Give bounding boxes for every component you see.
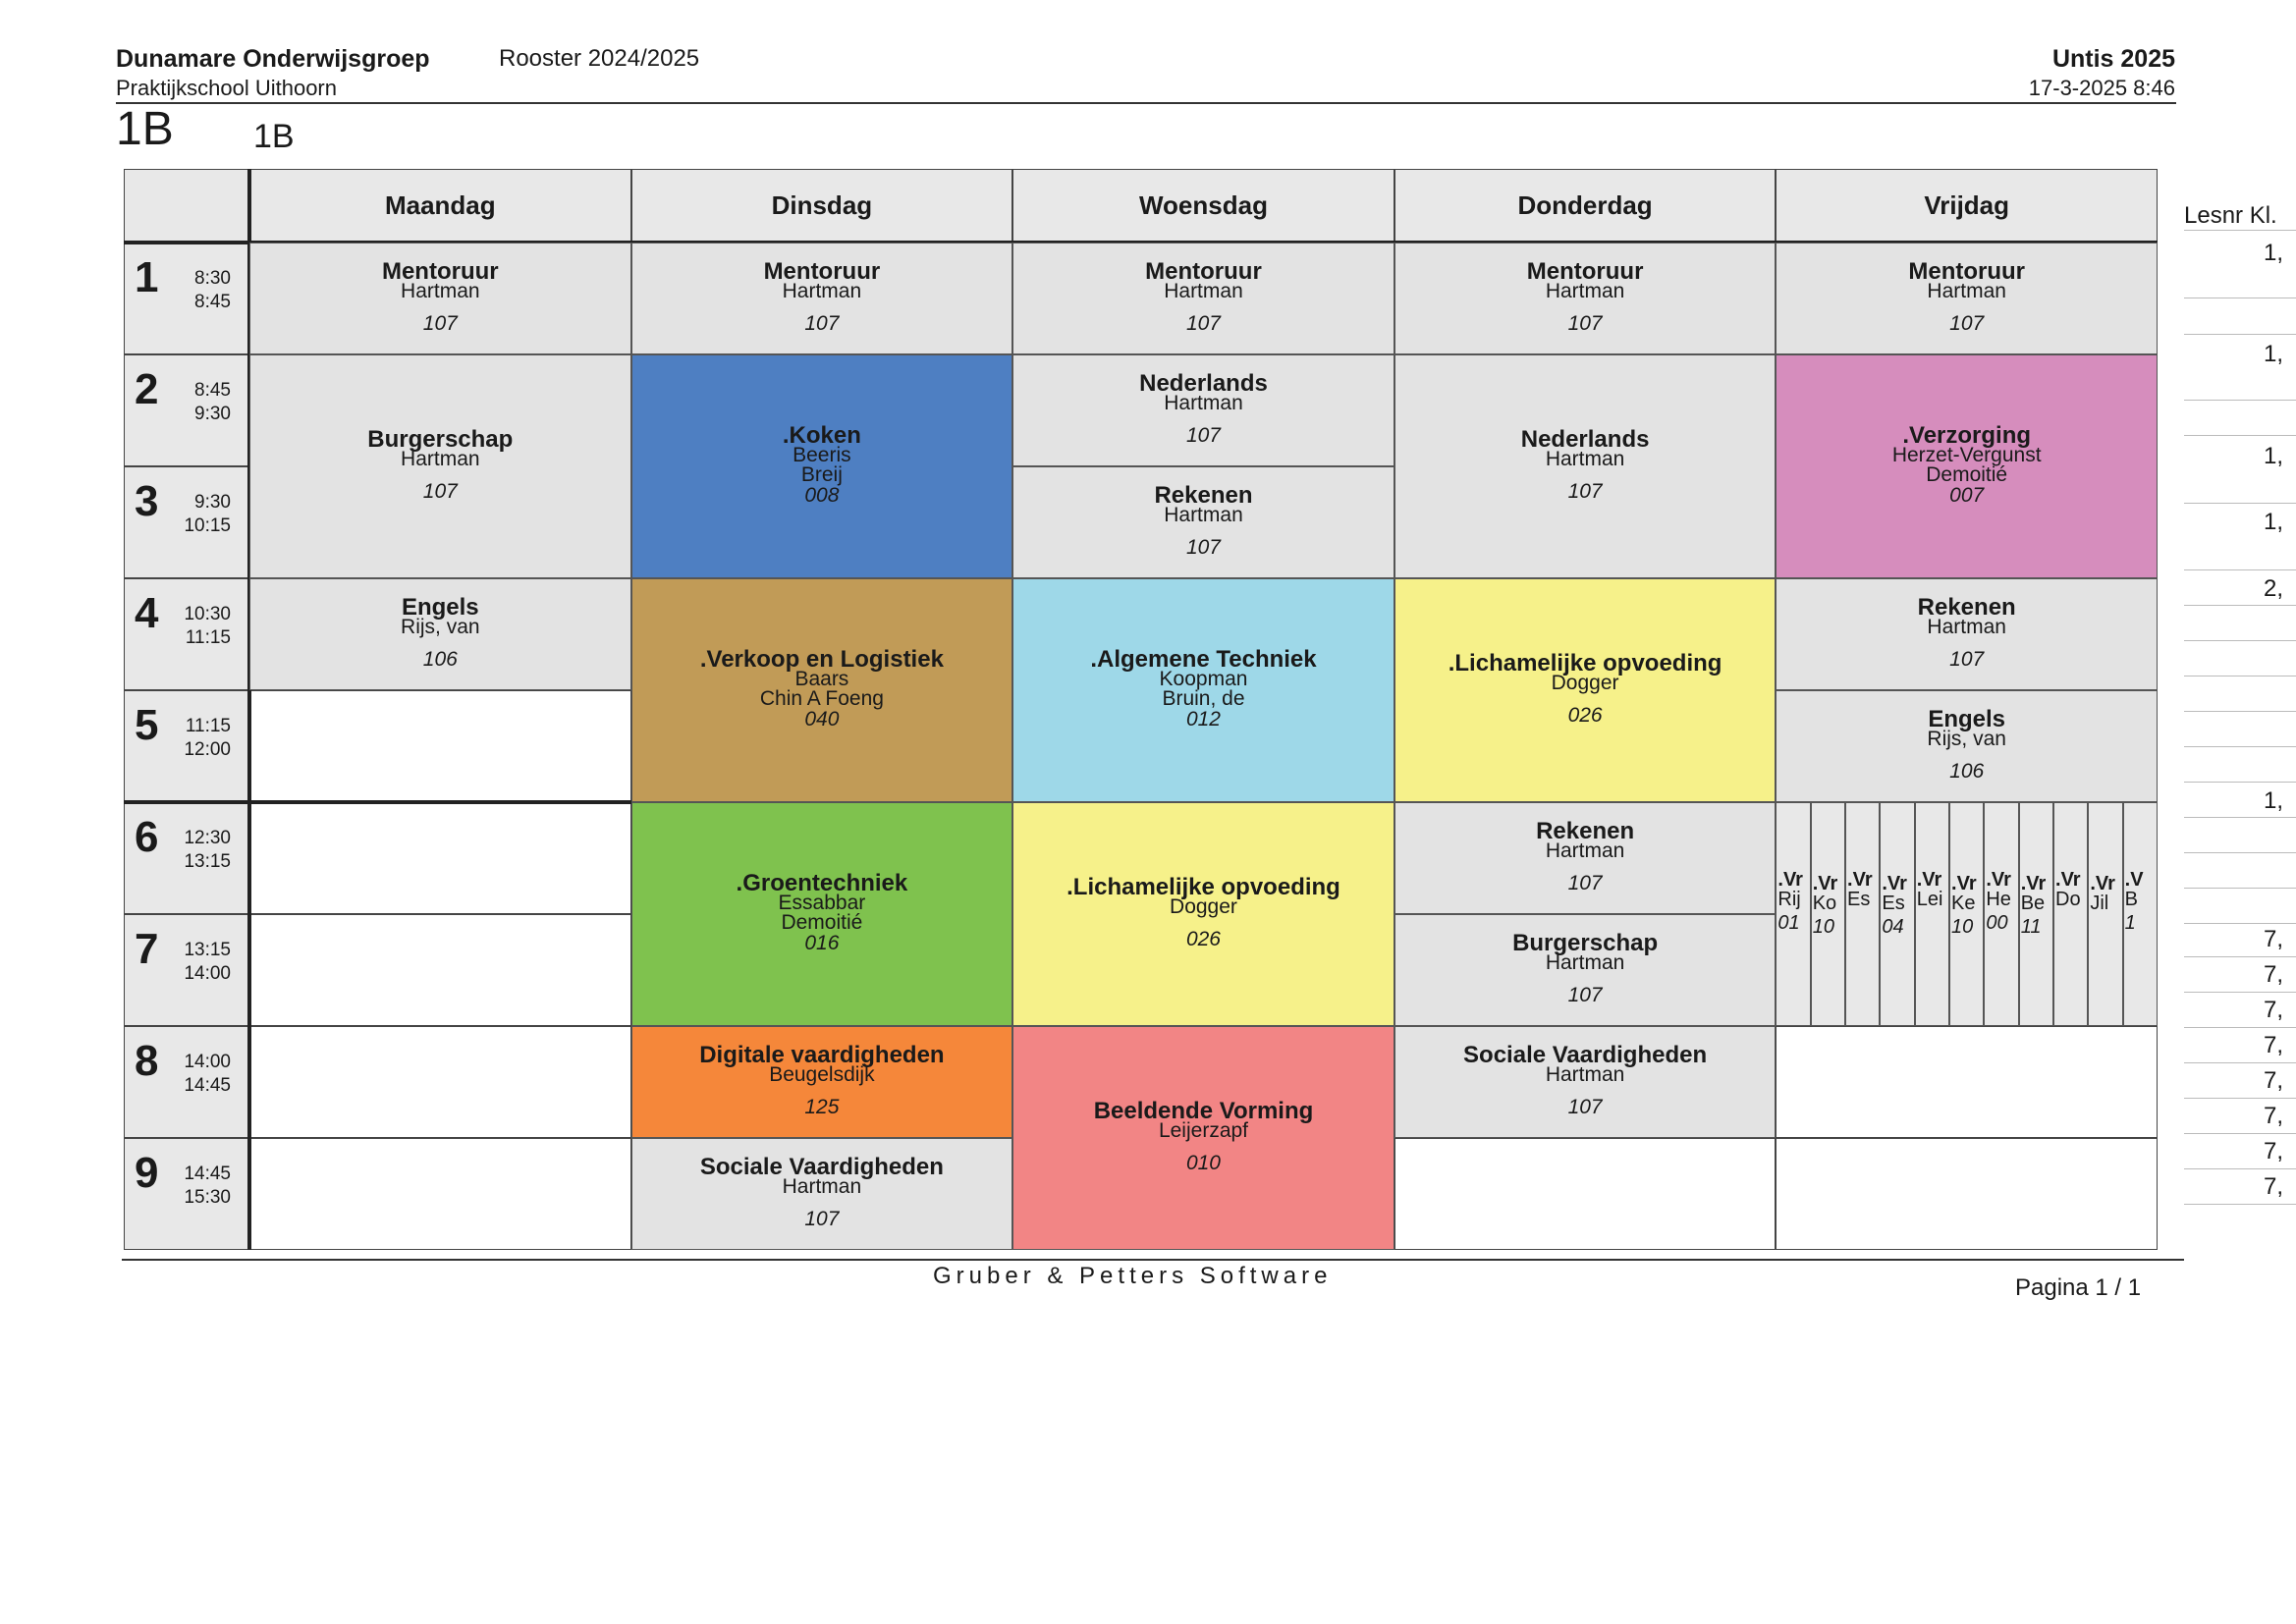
side-panel-value: 7, bbox=[2264, 1173, 2284, 1200]
split-lesson[interactable] bbox=[2123, 802, 2158, 1026]
lesson-teacher: Hartman bbox=[1927, 280, 2006, 302]
day-header: Maandag bbox=[249, 169, 631, 243]
period-number: 2 bbox=[135, 365, 159, 413]
period-start: 14:45 bbox=[184, 1164, 231, 1184]
side-panel-value: 7, bbox=[2264, 1138, 2284, 1164]
split-teacher: Ke bbox=[1951, 893, 1976, 914]
lesson-block[interactable] bbox=[1012, 354, 1394, 466]
lesson-teacher: Hartman bbox=[1164, 392, 1243, 414]
lesson-block[interactable] bbox=[249, 354, 631, 578]
lesson-room: 106 bbox=[422, 648, 458, 671]
split-subject: .Vr bbox=[1951, 873, 1977, 894]
split-room: 01 bbox=[1777, 912, 1800, 934]
period-number: 3 bbox=[135, 477, 159, 525]
side-panel-value: 1, bbox=[2264, 509, 2284, 535]
side-panel-line bbox=[2184, 711, 2296, 712]
split-subject: .Vr bbox=[1882, 873, 1907, 894]
lesson-room: 107 bbox=[1185, 312, 1221, 335]
lesson-subject: Digitale vaardigheden bbox=[699, 1042, 945, 1068]
period-end: 13:15 bbox=[184, 851, 231, 872]
split-lesson[interactable] bbox=[1984, 802, 2018, 1026]
split-subject: .V bbox=[2124, 869, 2144, 891]
lesson-room: 107 bbox=[1949, 648, 1985, 671]
period-number: 6 bbox=[135, 813, 159, 861]
side-panel-line bbox=[2184, 956, 2296, 957]
empty-slot bbox=[249, 1026, 631, 1138]
lesson-block[interactable] bbox=[1776, 578, 2158, 690]
period-start: 13:15 bbox=[184, 940, 231, 960]
side-panel-line bbox=[2184, 746, 2296, 747]
side-panel-line bbox=[2184, 1062, 2296, 1063]
period-cell bbox=[124, 1026, 249, 1138]
lesson-room: 107 bbox=[1567, 872, 1603, 894]
lesson-teacher: Leijerzapf bbox=[1158, 1119, 1249, 1142]
lesson-room: 040 bbox=[804, 708, 840, 731]
period-end: 14:45 bbox=[184, 1075, 231, 1096]
side-panel-value: 1, bbox=[2264, 240, 2284, 266]
lesson-room: 012 bbox=[1185, 708, 1221, 731]
split-teacher: Do bbox=[2055, 889, 2081, 910]
split-lesson[interactable] bbox=[2019, 802, 2053, 1026]
empty-slot bbox=[249, 690, 631, 802]
lesson-subject: .Algemene Techniek bbox=[1090, 646, 1317, 673]
side-panel-line bbox=[2184, 1027, 2296, 1028]
lesson-block[interactable] bbox=[1394, 914, 1777, 1026]
split-subject: .Vr bbox=[2055, 869, 2081, 891]
lesson-teacher: Hartman bbox=[782, 1175, 862, 1198]
lesson-block[interactable] bbox=[631, 1026, 1013, 1138]
split-subject: .Vr bbox=[1847, 869, 1873, 891]
lesson-teacher: Beugelsdijk bbox=[769, 1063, 875, 1086]
lesson-teacher: Hartman bbox=[1545, 839, 1625, 862]
side-panel-line bbox=[2184, 1133, 2296, 1134]
side-panel-line bbox=[2184, 569, 2296, 570]
lesson-block[interactable] bbox=[249, 578, 631, 690]
side-panel-line bbox=[2184, 640, 2296, 641]
lesson-subject: Rekenen bbox=[1536, 818, 1635, 844]
lesson-block[interactable] bbox=[1394, 802, 1777, 914]
empty-slot bbox=[249, 802, 631, 914]
split-subject: .Vr bbox=[1986, 869, 2011, 891]
lesson-block[interactable] bbox=[1012, 578, 1394, 802]
split-lesson[interactable] bbox=[1949, 802, 1984, 1026]
lesson-subject: Nederlands bbox=[1520, 426, 1650, 453]
lesson-block[interactable] bbox=[631, 1138, 1013, 1250]
split-teacher: Jil bbox=[2090, 893, 2109, 914]
lesson-block[interactable] bbox=[1776, 690, 2158, 802]
lesson-teacher: Hartman bbox=[1164, 280, 1243, 302]
split-subject: .Vr bbox=[1812, 873, 1838, 894]
side-panel-line bbox=[2184, 676, 2296, 677]
split-teacher: Rij bbox=[1777, 889, 1801, 910]
lesson-subject: .Verkoop en Logistiek bbox=[699, 646, 944, 673]
split-lesson[interactable] bbox=[1845, 802, 1880, 1026]
lesson-block[interactable] bbox=[1394, 578, 1777, 802]
lesson-teacher: Essabbar bbox=[778, 892, 866, 914]
lesson-teacher: Baars bbox=[794, 668, 849, 690]
side-panel-value: 2, bbox=[2264, 575, 2284, 602]
lesson-block[interactable] bbox=[1012, 1026, 1394, 1250]
split-teacher: B bbox=[2124, 889, 2139, 910]
split-teacher: Lei bbox=[1916, 889, 1943, 910]
lesson-block[interactable] bbox=[1394, 354, 1777, 578]
side-panel-line bbox=[2184, 888, 2296, 889]
lesson-subject: Nederlands bbox=[1139, 370, 1268, 397]
side-panel-line bbox=[2184, 605, 2296, 606]
split-lesson[interactable] bbox=[1915, 802, 1949, 1026]
lesson-block[interactable] bbox=[631, 354, 1013, 578]
lesson-teacher: Dogger bbox=[1551, 672, 1619, 694]
lesson-block[interactable] bbox=[1776, 354, 2158, 578]
side-panel-value: 1, bbox=[2264, 787, 2284, 814]
period-start: 11:15 bbox=[185, 716, 231, 736]
period-time bbox=[166, 1163, 231, 1210]
side-panel-line bbox=[2184, 503, 2296, 504]
lesson-subject: Sociale Vaardigheden bbox=[1463, 1042, 1708, 1068]
side-panel-line bbox=[2184, 817, 2296, 818]
page-number: Pagina 1 / 1 bbox=[2015, 1274, 2142, 1301]
lesson-teacher: Demoitié bbox=[1926, 463, 2008, 486]
lesson-subject: Mentoruur bbox=[1145, 258, 1262, 285]
period-number: 1 bbox=[135, 253, 159, 301]
lesson-room: 107 bbox=[422, 480, 458, 503]
side-panel-value: 1, bbox=[2264, 443, 2284, 469]
period-number: 8 bbox=[135, 1037, 159, 1085]
period-cell bbox=[124, 802, 249, 914]
lesson-teacher: Breij bbox=[800, 463, 843, 486]
school-name: Praktijkschool Uithoorn bbox=[116, 76, 337, 100]
lesson-block[interactable] bbox=[631, 243, 1013, 354]
period-start: 10:30 bbox=[184, 604, 231, 624]
side-panel-line bbox=[2184, 334, 2296, 335]
lesson-block[interactable] bbox=[249, 243, 631, 354]
lesson-subject: .Verzorging bbox=[1902, 422, 2032, 449]
period-time bbox=[166, 491, 231, 538]
footer-divider bbox=[122, 1259, 2184, 1261]
period-cell bbox=[124, 1138, 249, 1250]
print-date: 17-3-2025 8:46 bbox=[2028, 76, 2175, 100]
lesson-block[interactable] bbox=[631, 578, 1013, 802]
lesson-room: 008 bbox=[804, 484, 840, 507]
rooster-year: Rooster 2024/2025 bbox=[499, 45, 700, 72]
period-end: 12:00 bbox=[184, 739, 231, 760]
lesson-subject: Engels bbox=[1928, 706, 2006, 732]
lesson-teacher: Demoitié bbox=[781, 911, 863, 934]
lesson-subject: .Groentechniek bbox=[736, 870, 908, 896]
footer-brand: Gruber & Petters Software bbox=[933, 1263, 1333, 1289]
split-lesson[interactable] bbox=[2053, 802, 2088, 1026]
period-end: 9:30 bbox=[194, 404, 231, 424]
side-panel-line bbox=[2184, 230, 2296, 231]
day-header: Vrijdag bbox=[1776, 169, 2158, 243]
lesson-block[interactable] bbox=[1776, 243, 2158, 354]
class-subtitle: 1B bbox=[253, 118, 295, 155]
period-cell bbox=[124, 690, 249, 802]
lesson-room: 106 bbox=[1949, 760, 1985, 783]
split-teacher: Ko bbox=[1812, 893, 1837, 914]
lesson-room: 107 bbox=[422, 312, 458, 335]
period-time bbox=[166, 827, 231, 874]
lesson-block[interactable] bbox=[1012, 243, 1394, 354]
lesson-subject: Engels bbox=[401, 594, 479, 621]
lesson-block[interactable] bbox=[1394, 243, 1777, 354]
lesson-subject: Burgerschap bbox=[367, 426, 514, 453]
split-lesson[interactable] bbox=[1776, 802, 1810, 1026]
side-panel-line bbox=[2184, 992, 2296, 993]
split-lesson[interactable] bbox=[2088, 802, 2122, 1026]
period-end: 8:45 bbox=[194, 292, 231, 312]
split-teacher: He bbox=[1986, 889, 2011, 910]
lesson-room: 010 bbox=[1185, 1152, 1221, 1174]
lesson-subject: Sociale Vaardigheden bbox=[699, 1154, 944, 1180]
lesson-block[interactable] bbox=[1012, 466, 1394, 578]
lesson-room: 107 bbox=[1567, 984, 1603, 1006]
side-panel-value: 7, bbox=[2264, 1103, 2284, 1129]
lesson-room: 007 bbox=[1949, 484, 1985, 507]
lesson-room: 016 bbox=[804, 932, 840, 954]
lesson-room: 107 bbox=[804, 1208, 840, 1230]
period-time bbox=[166, 939, 231, 986]
lesson-room: 107 bbox=[1949, 312, 1985, 335]
lesson-teacher: Koopman bbox=[1159, 668, 1248, 690]
day-header: Donderdag bbox=[1394, 169, 1777, 243]
side-panel-value: 7, bbox=[2264, 997, 2284, 1023]
side-panel-value: 7, bbox=[2264, 1032, 2284, 1058]
side-panel-value: 1, bbox=[2264, 341, 2284, 367]
period-start: 12:30 bbox=[184, 828, 231, 848]
day-header: Woensdag bbox=[1012, 169, 1394, 243]
lesson-subject: .Koken bbox=[782, 422, 861, 449]
period-start: 8:30 bbox=[194, 268, 231, 289]
side-panel-line bbox=[2184, 923, 2296, 924]
lesson-room: 125 bbox=[804, 1096, 840, 1118]
period-start: 9:30 bbox=[194, 492, 231, 513]
split-subject: .Vr bbox=[2020, 873, 2047, 894]
lesson-subject: Rekenen bbox=[1917, 594, 2016, 621]
side-panel-value: 7, bbox=[2264, 1067, 2284, 1094]
period-number: 9 bbox=[135, 1149, 159, 1197]
lesson-subject: Mentoruur bbox=[763, 258, 881, 285]
lesson-teacher: Hartman bbox=[1927, 616, 2006, 638]
lesson-teacher: Hartman bbox=[1545, 448, 1625, 470]
lesson-subject: Mentoruur bbox=[1526, 258, 1644, 285]
lesson-subject: .Lichamelijke opvoeding bbox=[1066, 874, 1340, 900]
period-cell bbox=[124, 243, 249, 354]
period-end: 14:00 bbox=[184, 963, 231, 984]
side-panel-header: Lesnr Kl. bbox=[2184, 202, 2277, 229]
organisation-name: Dunamare Onderwijsgroep bbox=[116, 45, 430, 73]
lesson-subject: Mentoruur bbox=[1908, 258, 2026, 285]
lesson-teacher: Hartman bbox=[1545, 951, 1625, 974]
empty-slot bbox=[249, 914, 631, 1026]
lesson-room: 026 bbox=[1567, 704, 1603, 727]
side-panel-line bbox=[2184, 1168, 2296, 1169]
lesson-block[interactable] bbox=[631, 802, 1013, 1026]
split-room: 04 bbox=[1882, 916, 1904, 938]
period-number: 7 bbox=[135, 925, 159, 973]
lesson-room: 107 bbox=[1567, 480, 1603, 503]
split-teacher: Es bbox=[1882, 893, 1905, 914]
period-end: 15:30 bbox=[184, 1187, 231, 1208]
split-room: 10 bbox=[1812, 916, 1834, 938]
lesson-block[interactable] bbox=[1012, 802, 1394, 1026]
lesson-teacher: Hartman bbox=[401, 280, 480, 302]
lesson-teacher: Rijs, van bbox=[1927, 728, 2006, 750]
period-time bbox=[166, 267, 231, 314]
period-time bbox=[166, 379, 231, 426]
lesson-teacher: Dogger bbox=[1170, 895, 1237, 918]
side-panel-line bbox=[2184, 400, 2296, 401]
lesson-subject: Burgerschap bbox=[1512, 930, 1659, 956]
lesson-subject: Rekenen bbox=[1154, 482, 1253, 509]
side-panel-line bbox=[2184, 435, 2296, 436]
side-panel-value: 7, bbox=[2264, 926, 2284, 952]
grid-corner bbox=[124, 169, 249, 243]
lesson-room: 107 bbox=[804, 312, 840, 335]
period-end: 10:15 bbox=[184, 515, 231, 536]
split-subject: .Vr bbox=[2090, 873, 2115, 894]
period-start: 14:00 bbox=[184, 1052, 231, 1072]
lesson-room: 026 bbox=[1185, 928, 1221, 950]
lesson-teacher: Rijs, van bbox=[401, 616, 480, 638]
empty-slot bbox=[1776, 1026, 2158, 1138]
lesson-room: 107 bbox=[1185, 424, 1221, 447]
class-title: 1B bbox=[116, 103, 174, 155]
period-end: 11:15 bbox=[185, 627, 231, 648]
day-header: Dinsdag bbox=[631, 169, 1013, 243]
lesson-room: 107 bbox=[1185, 536, 1221, 559]
split-lesson[interactable] bbox=[1880, 802, 1914, 1026]
period-number: 5 bbox=[135, 701, 159, 749]
period-number: 4 bbox=[135, 589, 159, 637]
lesson-room: 107 bbox=[1567, 312, 1603, 335]
empty-slot bbox=[1394, 1138, 1777, 1250]
lesson-teacher: Hartman bbox=[1164, 504, 1243, 526]
period-start: 8:45 bbox=[194, 380, 231, 401]
split-lesson[interactable] bbox=[1811, 802, 1845, 1026]
split-subject: .Vr bbox=[1777, 869, 1803, 891]
side-panel-line bbox=[2184, 1204, 2296, 1205]
lesson-room: 107 bbox=[1567, 1096, 1603, 1118]
lesson-teacher: Herzet-Vergunst bbox=[1891, 444, 2042, 466]
period-cell bbox=[124, 466, 249, 578]
split-teacher: Be bbox=[2020, 893, 2046, 914]
period-time bbox=[166, 715, 231, 762]
lesson-teacher: Chin A Foeng bbox=[759, 687, 884, 710]
split-room: 10 bbox=[1951, 916, 1974, 938]
side-panel-line bbox=[2184, 852, 2296, 853]
split-room: 1 bbox=[2124, 912, 2136, 934]
lesson-teacher: Beeris bbox=[793, 444, 851, 466]
period-cell bbox=[124, 354, 249, 466]
lesson-teacher: Bruin, de bbox=[1162, 687, 1245, 710]
lesson-teacher: Hartman bbox=[1545, 280, 1625, 302]
lesson-subject: Beeldende Vorming bbox=[1093, 1098, 1314, 1124]
split-subject: .Vr bbox=[1916, 869, 1942, 891]
side-panel-line bbox=[2184, 1098, 2296, 1099]
lesson-teacher: Hartman bbox=[401, 448, 480, 470]
period-cell bbox=[124, 578, 249, 690]
lesson-block[interactable] bbox=[1394, 1026, 1777, 1138]
side-panel-line bbox=[2184, 782, 2296, 783]
lesson-subject: Mentoruur bbox=[381, 258, 499, 285]
empty-slot bbox=[1776, 1138, 2158, 1250]
split-teacher: Es bbox=[1847, 889, 1871, 910]
split-room: 00 bbox=[1986, 912, 2008, 934]
empty-slot bbox=[249, 1138, 631, 1250]
side-panel-value: 7, bbox=[2264, 961, 2284, 988]
period-time bbox=[166, 1051, 231, 1098]
period-time bbox=[166, 603, 231, 650]
app-name: Untis 2025 bbox=[2051, 45, 2175, 73]
lesson-teacher: Hartman bbox=[1545, 1063, 1625, 1086]
period-cell bbox=[124, 914, 249, 1026]
lesson-subject: .Lichamelijke opvoeding bbox=[1448, 650, 1722, 677]
split-room: 11 bbox=[2020, 916, 2042, 938]
lesson-teacher: Hartman bbox=[782, 280, 862, 302]
